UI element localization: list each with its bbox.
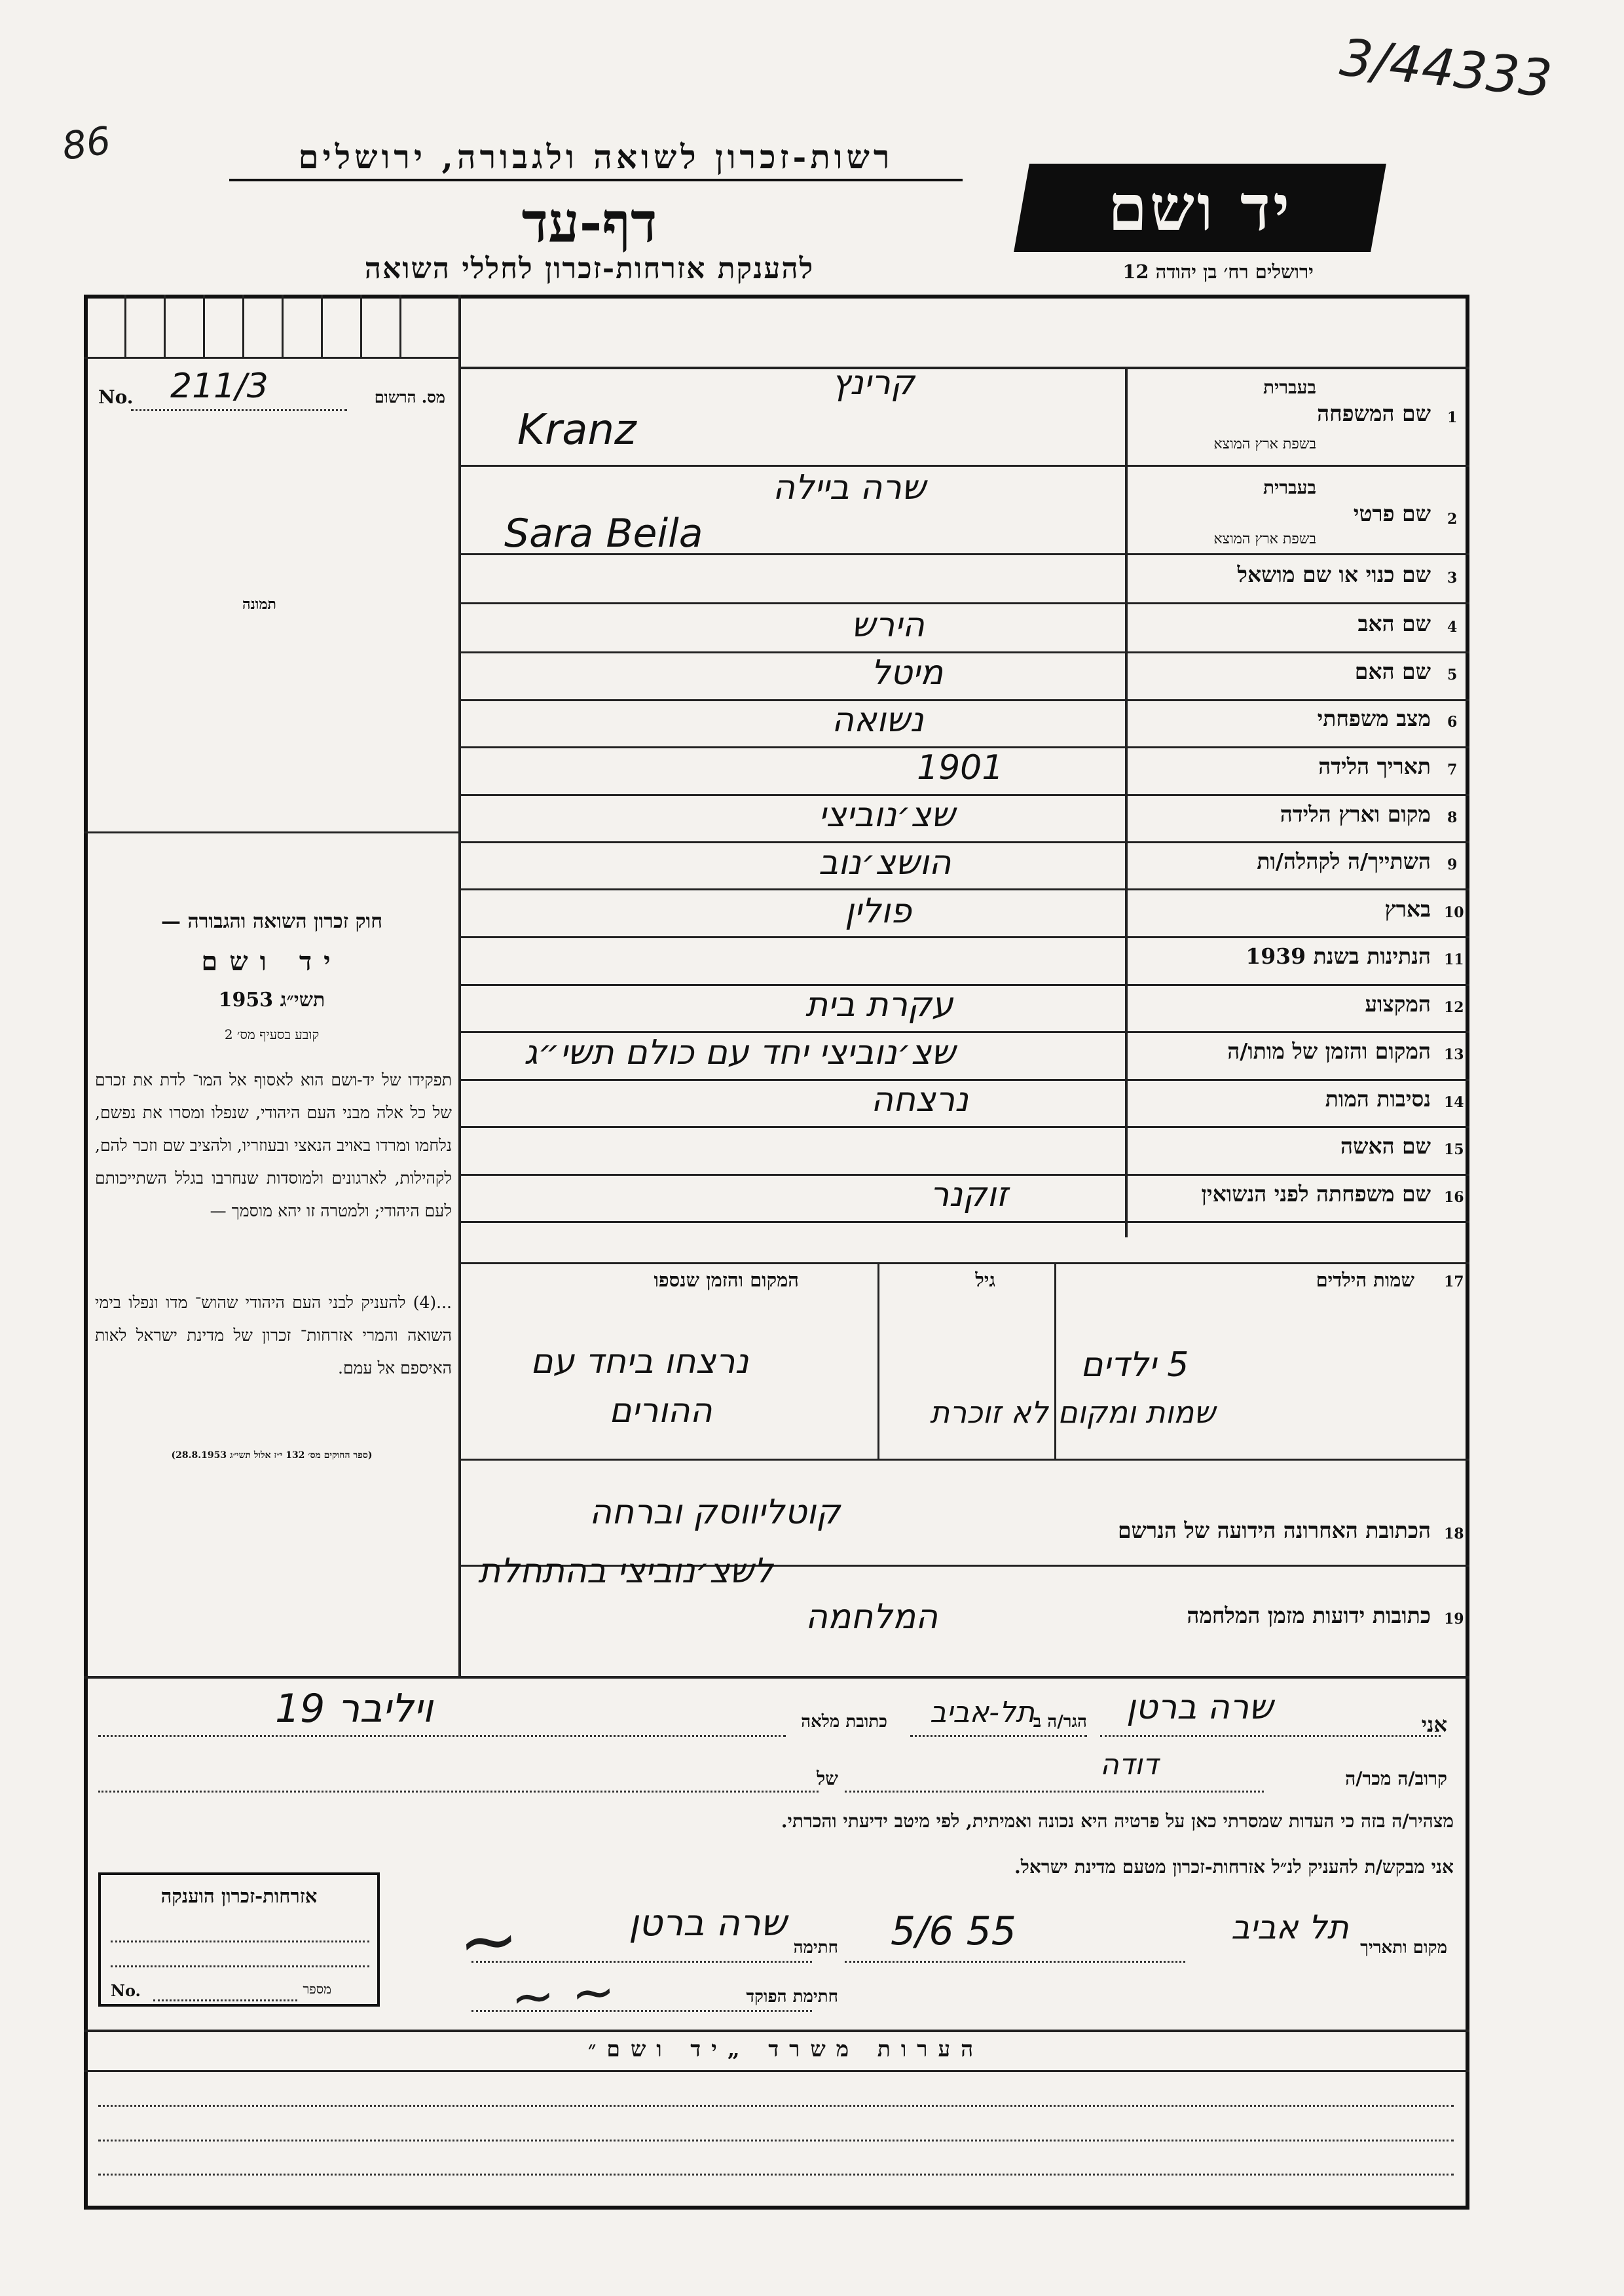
field-10-number: 10 bbox=[1444, 904, 1464, 921]
field-18-value: קוטליווסק וברחה bbox=[589, 1493, 840, 1532]
field-4-label: שם האב bbox=[1357, 611, 1431, 636]
children-row1-place: נרצחו ביחד עם bbox=[530, 1342, 749, 1381]
photo-label: תמונה bbox=[242, 596, 276, 613]
statement-1: מצהיר/ה בזה כי העדות שמסרתי כאן על פרטיה היא נכונה ואמיתית, לפי מיטב ידיעתי והכרתי. bbox=[781, 1810, 1454, 1832]
field-7-number: 7 bbox=[1447, 761, 1458, 778]
field-15-number: 15 bbox=[1444, 1141, 1464, 1158]
place-date-label: מקום ותאריך bbox=[1360, 1938, 1447, 1958]
field-10-value: פולין bbox=[845, 892, 912, 931]
full-address-label: כתובת מלאה bbox=[801, 1712, 887, 1732]
law-year: תשי״ג 1953 bbox=[218, 989, 325, 1011]
field-17-number: 17 bbox=[1444, 1273, 1464, 1290]
law-text-1: תפקידו של יד-ושם הוא לאסוף אל המו־ לדת את זכרם של כל אלה מבני העם היהודי, שנפלו ומסרו את נפשם, נלחמו ומרדו באויב הנאצי ובעוזריו, ולהציב שם וזכר להם, לקהילות, לארגונים ולמוסדות שנחרבו בגלל השתייכותם לעם היהודי; ולמטרה זו יהא מוסמך — bbox=[95, 1070, 452, 1220]
residing-label: הגר/ה ב bbox=[1033, 1712, 1087, 1732]
field-10-label: בארץ bbox=[1384, 896, 1431, 922]
field-19-value-a: לשצ׳נוביצי בהתחלת bbox=[478, 1552, 773, 1591]
field-19-value-b: המלחמה bbox=[805, 1597, 938, 1637]
declarant-name: שרה ברטן bbox=[1126, 1688, 1273, 1727]
field-4-value: הירש bbox=[851, 606, 925, 645]
field-7-label: תאריך הלידה bbox=[1318, 754, 1431, 779]
field-16-number: 16 bbox=[1444, 1189, 1464, 1206]
registration-label: מס. הרשום bbox=[374, 388, 445, 407]
registration-no-prefix: No. bbox=[98, 386, 134, 408]
children-row2-name: שמות ומקום לא זוכרת bbox=[930, 1394, 1215, 1430]
field-14-value: נרצחה bbox=[871, 1080, 969, 1120]
relation-value: דודה bbox=[1100, 1748, 1158, 1781]
signature-scribble: ~ bbox=[455, 1896, 522, 1985]
field-2-sub-hebrew: בעברית bbox=[1263, 477, 1316, 498]
field-13-value: שצ׳נוביצי יחד עם כולם תשי״ג bbox=[524, 1033, 955, 1072]
field-3-number: 3 bbox=[1447, 570, 1458, 587]
field-16-label: שם משפחתה לפני הנשואין bbox=[1201, 1181, 1431, 1207]
residing-value: תל-אביב bbox=[930, 1696, 1035, 1729]
field-9-label: השתייך/ה לקהלה/ות bbox=[1257, 848, 1431, 874]
field-5-number: 5 bbox=[1447, 666, 1458, 683]
remarks-title: הערות משרד „יד ושם״ bbox=[587, 2036, 984, 2062]
field-2-value-origin: Sara Beila bbox=[504, 511, 703, 556]
field-13-label: המקום והזמן של מותו/ה bbox=[1227, 1038, 1431, 1064]
officer-signature-scribble: ~ ~ bbox=[508, 1960, 618, 2029]
grant-box bbox=[98, 1872, 380, 2007]
field-4-number: 4 bbox=[1447, 619, 1458, 636]
archive-number: 3/44333 bbox=[1337, 28, 1555, 109]
form-subtitle: להענקת אזרחות-זכרון לחללי השואה bbox=[364, 252, 815, 285]
field-11-number: 11 bbox=[1444, 951, 1464, 968]
full-address-value: ויליבר 19 bbox=[275, 1686, 434, 1732]
children-names-header: שמות הילדים bbox=[1316, 1269, 1414, 1291]
field-13-number: 13 bbox=[1444, 1046, 1464, 1063]
relative-label: קרוב/ה מכר/ה bbox=[1345, 1768, 1447, 1789]
field-11-label: הנתינות בשנת 1939 bbox=[1246, 943, 1431, 969]
field-1-value-hebrew: קרינץ bbox=[832, 363, 915, 403]
field-8-value: שצ׳נוביצי bbox=[819, 795, 955, 835]
field-5-label: שם האם bbox=[1354, 659, 1431, 684]
field-2-number: 2 bbox=[1447, 511, 1458, 528]
field-15-label: שם האשה bbox=[1340, 1133, 1431, 1159]
grant-box-no: No. bbox=[111, 1981, 141, 2000]
place-value: תל אביב bbox=[1231, 1908, 1349, 1946]
logo-address: ירושלים רח׳ בן יהודה 12 bbox=[1122, 261, 1314, 283]
field-9-number: 9 bbox=[1447, 856, 1458, 873]
corner-note: 86 bbox=[59, 118, 114, 169]
grant-box-number-label: מספר bbox=[303, 1981, 331, 1997]
field-12-label: המקצוע bbox=[1365, 991, 1431, 1017]
date-value: 5/6 55 bbox=[891, 1908, 1016, 1954]
children-place-header: המקום והזמן שנספו bbox=[654, 1269, 799, 1291]
logo-text: יד ושם bbox=[1107, 171, 1293, 245]
field-14-label: נסיבות המות bbox=[1325, 1086, 1431, 1112]
field-1-number: 1 bbox=[1447, 409, 1458, 426]
law-text-2: ...(4) להעניק לבני העם היהודי שהוש־ מדו ונפלו בימי השואה והמרי אזרחות־ זכרון של מדינת ישראל לאות האיספם אל עמם. bbox=[95, 1293, 452, 1377]
field-2-label: שם פרטי bbox=[1353, 501, 1431, 526]
signature-label: חתימה bbox=[793, 1938, 838, 1958]
field-1-sub-origin: בשפת ארץ המוצא bbox=[1213, 436, 1316, 452]
field-2-sub-origin: בשפת ארץ המוצא bbox=[1213, 531, 1316, 547]
field-6-number: 6 bbox=[1447, 714, 1458, 731]
children-age-header: גיל bbox=[975, 1269, 995, 1291]
field-8-label: מקום וארץ הלידה bbox=[1280, 801, 1431, 827]
field-19-label: כתובות ידועות מזמן המלחמה bbox=[1187, 1603, 1431, 1628]
field-7-value: 1901 bbox=[917, 748, 1004, 788]
field-5-value: מיטל bbox=[871, 653, 944, 693]
grant-box-title: אזרחות-זכרון הוענקה bbox=[160, 1885, 318, 1907]
law-name: יד ושם bbox=[201, 946, 342, 977]
field-1-sub-hebrew: בעברית bbox=[1263, 376, 1316, 398]
of-label: של bbox=[817, 1768, 838, 1789]
form-title: דף-עד bbox=[521, 190, 657, 255]
field-1-value-origin: Kranz bbox=[517, 406, 637, 454]
field-6-label: מצב משפחתי bbox=[1317, 706, 1431, 731]
field-18-number: 18 bbox=[1444, 1525, 1464, 1542]
field-2-value-hebrew: שרה ביילה bbox=[773, 468, 926, 507]
law-reference: (ספר החוקים מס׳ 132 י״ז אלול תשי״ג 28.8.1953) bbox=[171, 1450, 373, 1461]
yad-vashem-logo bbox=[1014, 164, 1386, 252]
field-8-number: 8 bbox=[1447, 809, 1458, 826]
officer-signature-label: חתימת הפוקד bbox=[746, 1987, 838, 2007]
statement-2: אני מבקש/ת להעניק לנ״ל אזרחות-זכרון מטעם מדינת ישראל. bbox=[1014, 1856, 1454, 1878]
field-14-number: 14 bbox=[1444, 1094, 1464, 1111]
field-1-label: שם המשפחה bbox=[1317, 401, 1431, 426]
registration-number: 211/3 bbox=[170, 367, 268, 406]
field-9-value: הושצ׳נוב bbox=[819, 843, 951, 883]
field-12-value: עקרת בית bbox=[805, 985, 953, 1025]
field-19-number: 19 bbox=[1444, 1611, 1464, 1628]
children-row2-place: ההורים bbox=[609, 1391, 712, 1430]
field-16-value: זוקנר bbox=[930, 1175, 1008, 1214]
law-clause: קובע בסעיף מס׳ 2 bbox=[224, 1027, 320, 1042]
field-6-value: נשואה bbox=[832, 701, 924, 740]
field-18-label: הכתובת האחרונה הידועה של הנרשם bbox=[1117, 1518, 1431, 1543]
children-row1-name: 5 ילדים bbox=[1080, 1345, 1189, 1385]
authority-title: רשות-זכרון לשואה ולגבורה, ירושלים bbox=[229, 137, 963, 181]
signature-value: שרה ברטן bbox=[629, 1902, 787, 1944]
field-3-label: שם כנוי או שם מושאל bbox=[1237, 562, 1431, 587]
field-12-number: 12 bbox=[1444, 999, 1464, 1016]
declaration-ani: אני bbox=[1421, 1712, 1447, 1737]
law-title: חוק זכרון השואה והגבורה — bbox=[161, 910, 382, 933]
